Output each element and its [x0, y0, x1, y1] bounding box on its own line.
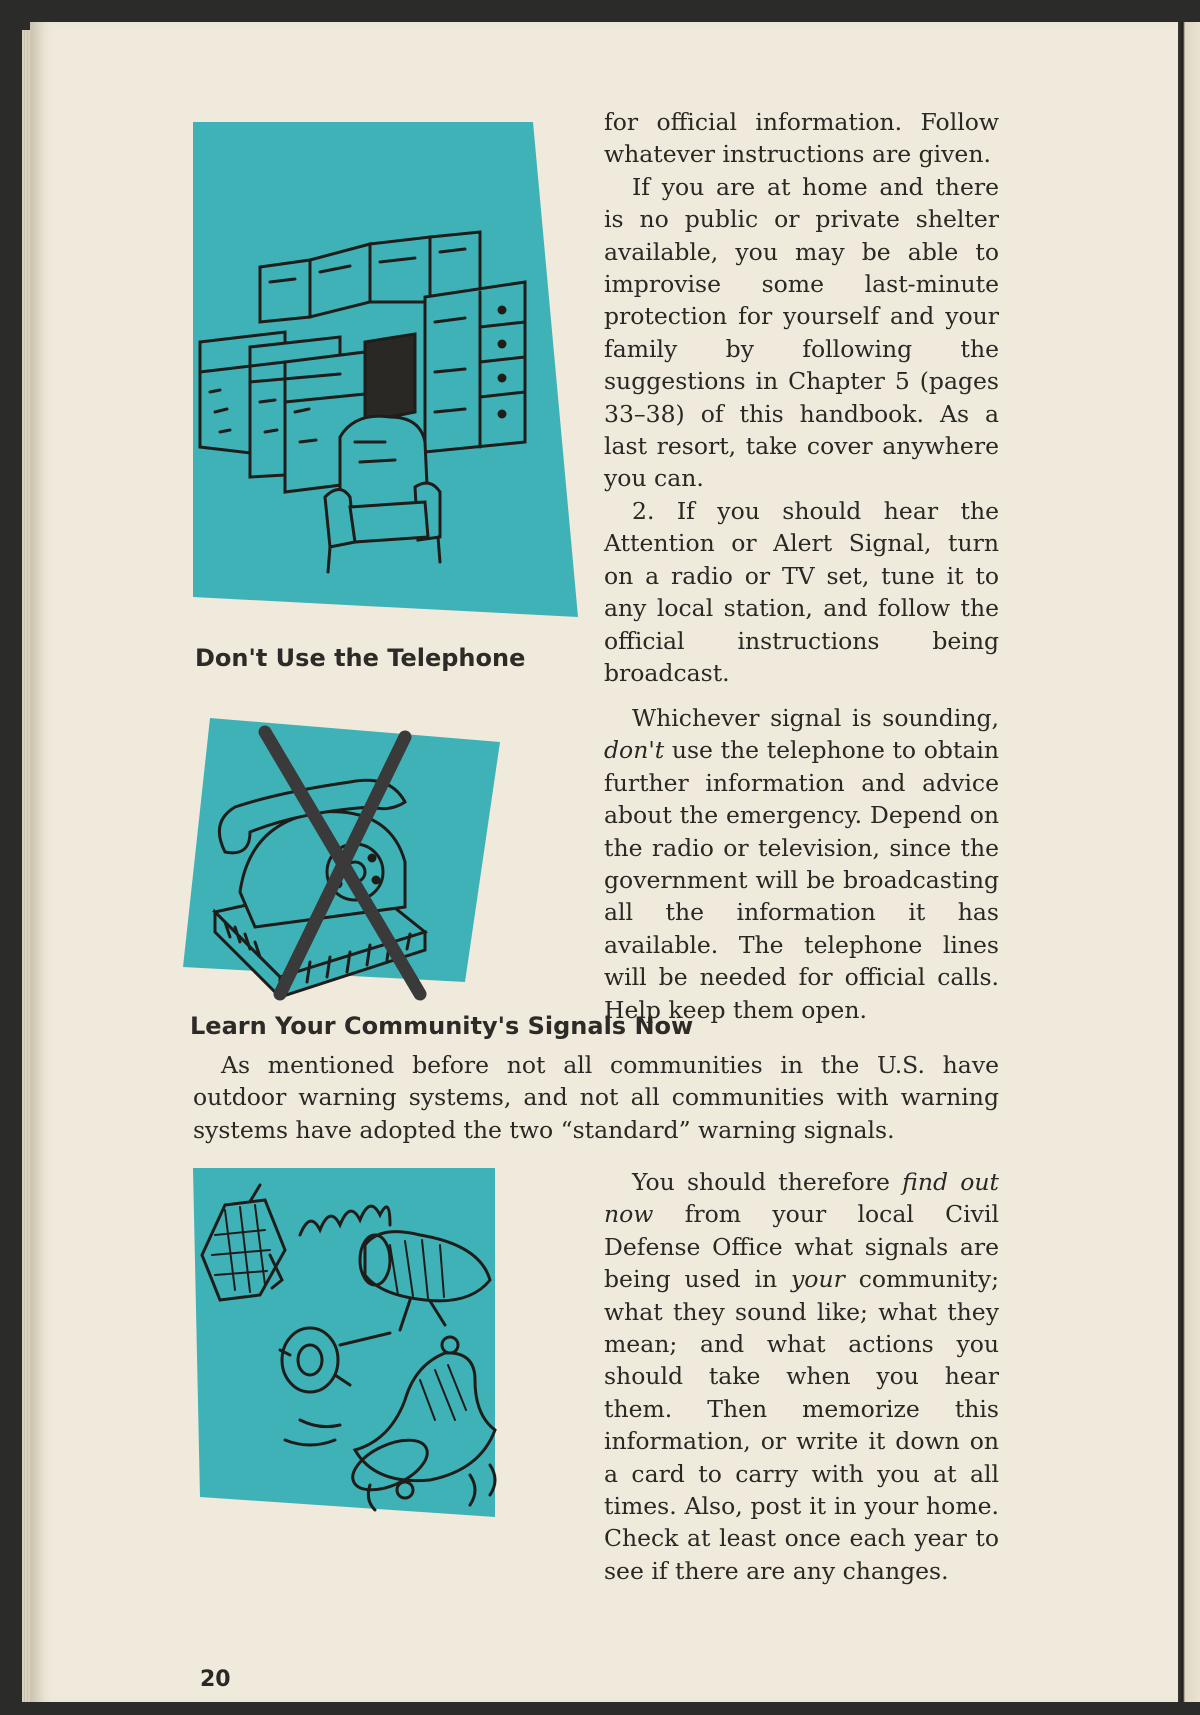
telephone-paragraph-text-continued: use the telephone to obtain further information and advice about the emergency. Depend on the radio or television, since the government will be broadcasting all the information it has available. The telephone lines will be needed for official calls. Help keep them open.	[604, 736, 999, 1024]
signals-text	[604, 1166, 999, 1587]
intro-paragraph-shelter: If you are at home and there is no public or private shelter available, you may be able to improvise some last-minute protection for yourself and your family by following the suggestions in Chapter 5 (pages 33–38) of this handbook. As a last resort, take cover anywhere you can.	[604, 172, 999, 493]
signals-paragraph-2-text: You should therefore	[632, 1168, 903, 1196]
signals-paragraph-2-text-continued: from your local Civil Defense Office what signals are being used in	[604, 1200, 999, 1294]
signals-paragraph-2	[604, 1166, 999, 1587]
intro-paragraph-alert-signal: 2. If you should hear the Attention or Alert Signal, turn on a radio or TV set, tune it to any local station, and follow the official instructions being broadcast.	[604, 496, 999, 687]
signals-paragraph-2-emphasis: find out now	[604, 1168, 999, 1229]
signals-paragraph-2-text-end: community; what they sound like; what they mean; and what actions you should take when you hear them. Then memorize this information, or write it down on a card to carry with you at all times. Also, post it in your home. Check at least once each year to see if there are any changes.	[604, 1265, 999, 1585]
warning-signal-devices-icon	[190, 1165, 530, 1520]
intro-text	[604, 106, 999, 689]
signals-paragraph-2-emphasis-your: your	[791, 1265, 845, 1294]
telephone-section-heading: Don't Use the Telephone	[195, 644, 526, 672]
book-page	[30, 22, 1182, 1702]
furniture-shelter-icon	[190, 112, 580, 622]
intro-paragraph-continuation: for official information. Follow whatever instructions are given.	[604, 108, 999, 169]
telephone-paragraph-text: Whichever signal is sounding,	[632, 704, 999, 732]
signals-intro-text	[193, 1049, 999, 1146]
telephone-paragraph	[604, 702, 999, 1026]
telephone-paragraph-emphasis: don't	[604, 736, 665, 765]
telephone-text	[604, 702, 999, 1026]
page-number: 20	[200, 1667, 231, 1692]
signals-section-heading: Learn Your Community's Signals Now	[190, 1012, 694, 1040]
signals-paragraph-1: As mentioned before not all communities in the U.S. have outdoor warning systems, and not all communities with warning systems have adopted the two “standard” warning signals.	[193, 1051, 999, 1144]
book-gutter	[1178, 22, 1200, 1702]
crossed-out-telephone-icon	[180, 712, 510, 1012]
